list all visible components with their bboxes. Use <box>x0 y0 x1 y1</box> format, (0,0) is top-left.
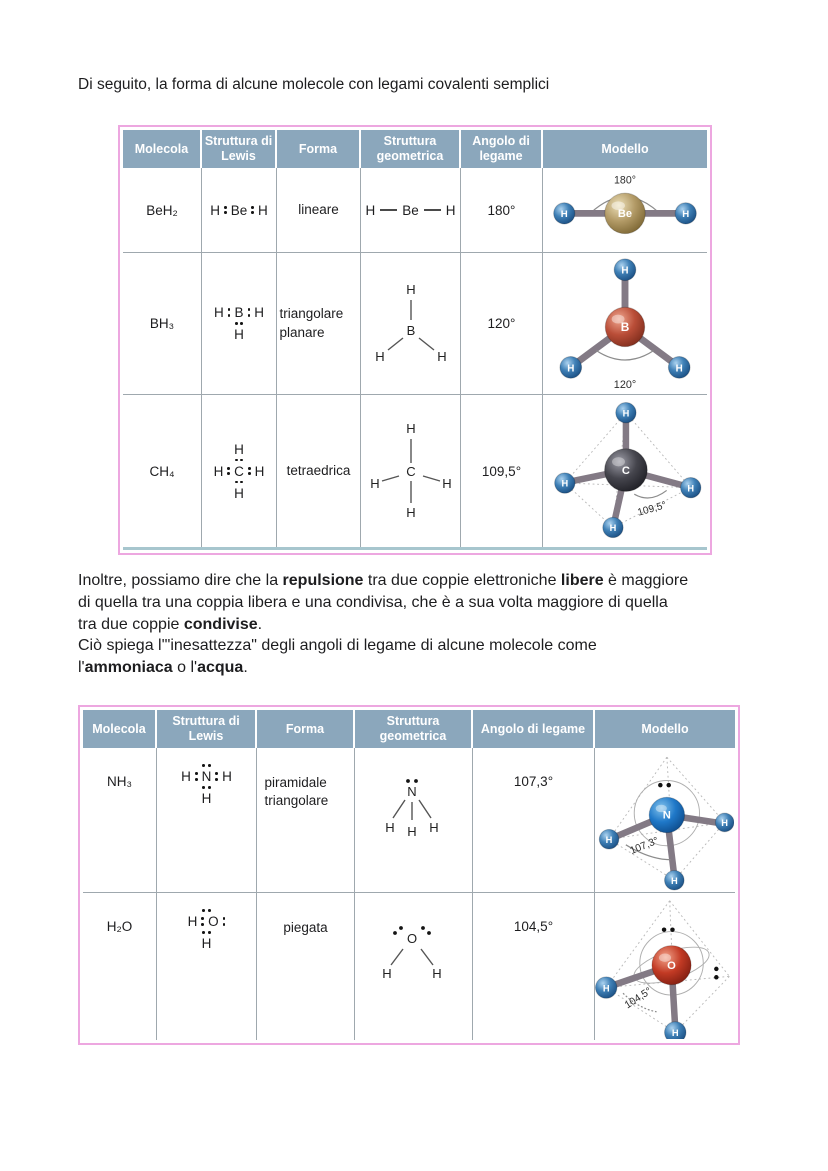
bent-structure-diagram <box>366 919 461 991</box>
intro-text: Di seguito, la forma di alcune molecole con legami covalenti semplici <box>78 76 550 93</box>
svg-text:H: H <box>382 966 392 981</box>
svg-text:H: H <box>682 208 690 220</box>
geometry-ch4 <box>361 395 461 547</box>
svg-text:H: H <box>561 478 569 489</box>
svg-text:H: H <box>567 362 575 374</box>
lewis-diagram: H B H H <box>213 305 265 342</box>
formula-h2o: H₂O <box>83 893 157 1040</box>
svg-text:H: H <box>721 817 729 828</box>
col-header-geometrica: Struttura geometrica <box>355 710 473 748</box>
formula-ch4: CH₄ <box>123 395 202 547</box>
formula-nh3: NH₃ <box>83 748 157 893</box>
geometry-nh3 <box>355 748 473 893</box>
col-header-forma: Forma <box>257 710 355 748</box>
nh3-model <box>596 751 734 892</box>
body-text <box>78 570 690 679</box>
angle-ch4: 109,5° <box>461 395 543 547</box>
col-header-molecola: Molecola <box>83 710 157 748</box>
svg-text:N: N <box>407 784 417 799</box>
svg-text:H: H <box>675 362 683 374</box>
col-header-lewis: Struttura di Lewis <box>202 130 277 168</box>
paragraph-repulsione: Inoltre, possiamo dire che la repulsione tra due coppie elettroniche libere è maggiore di quella tra una coppia libera e una condivisa, che è a sua volta maggiore di quella tra due coppie condivise. <box>78 572 689 633</box>
angle-beh2: 180° <box>461 168 543 253</box>
model-ch4 <box>543 395 707 547</box>
lewis-h2o <box>157 893 257 1040</box>
svg-text:C: C <box>406 464 416 479</box>
model-bh3 <box>543 253 707 395</box>
svg-text:Be: Be <box>617 207 633 220</box>
lewis-diagram: H O H <box>188 907 226 951</box>
svg-text:H: H <box>374 348 385 364</box>
svg-text:H: H <box>436 348 447 364</box>
paragraph-inesattezza: Ciò spiega l'"inesattezza" degli angoli di legame di alcune molecole come l'ammoniaca o l'acqua. <box>78 637 597 677</box>
tetrahedral-structure-diagram <box>363 419 458 523</box>
linear-structure-diagram: H Be H <box>365 202 456 218</box>
model-nh3 <box>595 748 735 893</box>
beh2-model <box>545 168 705 253</box>
svg-text:H: H <box>609 523 617 534</box>
formula-beh2: BeH₂ <box>123 168 202 253</box>
svg-text:H: H <box>406 421 416 436</box>
model-beh2 <box>543 168 707 253</box>
h2o-model <box>595 896 735 1039</box>
col-header-molecola: Molecola <box>123 130 202 168</box>
col-header-angolo: Angolo di legame <box>461 130 543 168</box>
col-header-modello: Modello <box>543 130 707 168</box>
svg-text:H: H <box>622 408 630 419</box>
lewis-diagram: H H C H H <box>213 441 265 501</box>
svg-text:120°: 120° <box>613 378 637 391</box>
svg-text:H: H <box>621 265 629 277</box>
bh3-model <box>552 254 698 394</box>
lewis-bh3 <box>202 253 277 395</box>
angle-h2o: 104,5° <box>473 893 595 1040</box>
col-header-modello: Modello <box>595 710 735 748</box>
svg-text:H: H <box>560 208 568 220</box>
col-header-angolo: Angolo di legame <box>473 710 595 748</box>
electron-pair <box>251 206 254 214</box>
svg-text:H: H <box>432 966 442 981</box>
svg-text:B: B <box>620 319 630 334</box>
col-header-geometrica: Struttura geometrica <box>361 130 461 168</box>
pyramidal-structure-diagram <box>366 774 461 854</box>
forma-ch4: tetraedrica <box>277 395 361 547</box>
svg-text:H: H <box>687 483 695 494</box>
simple-covalent-molecules-table <box>118 125 712 555</box>
svg-text:O: O <box>667 959 676 972</box>
geometry-bh3 <box>361 253 461 395</box>
svg-text:107,3°: 107,3° <box>628 835 661 857</box>
svg-text:104,5°: 104,5° <box>622 985 654 1012</box>
svg-text:H: H <box>429 820 439 835</box>
svg-text:O: O <box>406 931 418 946</box>
lewis-beh2 <box>202 168 277 253</box>
svg-text:H: H <box>407 824 417 839</box>
trigonal-structure-diagram <box>366 280 456 368</box>
svg-text:H: H <box>602 983 610 994</box>
col-header-lewis: Struttura di Lewis <box>157 710 257 748</box>
svg-text:N: N <box>662 809 671 822</box>
forma-h2o: piegata <box>257 893 355 1040</box>
angle-bh3: 120° <box>461 253 543 395</box>
lewis-ch4 <box>202 395 277 547</box>
svg-text:B: B <box>406 322 415 338</box>
lewis-diagram: H Be H <box>210 202 268 218</box>
svg-text:H: H <box>405 281 416 297</box>
model-h2o <box>595 893 735 1040</box>
svg-text:180°: 180° <box>614 174 636 187</box>
svg-text:C: C <box>621 464 630 477</box>
electron-pair <box>224 206 227 214</box>
svg-text:H: H <box>605 834 613 845</box>
svg-text:H: H <box>370 476 380 491</box>
geometry-h2o <box>355 893 473 1040</box>
col-header-forma: Forma <box>277 130 361 168</box>
formula-bh3: BH₃ <box>123 253 202 395</box>
svg-text:H: H <box>385 820 395 835</box>
lewis-nh3 <box>157 748 257 893</box>
geometry-beh2 <box>361 168 461 253</box>
lone-pair-molecules-table <box>78 705 740 1045</box>
svg-text:109,5°: 109,5° <box>636 499 668 519</box>
svg-text:H: H <box>670 875 678 886</box>
svg-text:H: H <box>406 505 416 520</box>
lewis-diagram: H N H H <box>181 762 232 806</box>
ch4-model <box>546 396 704 546</box>
forma-bh3: triangolare planare <box>277 253 361 395</box>
svg-text:H: H <box>671 1028 679 1039</box>
forma-beh2: lineare <box>277 168 361 253</box>
svg-text:H: H <box>442 476 452 491</box>
forma-nh3: piramidale triangolare <box>257 748 355 893</box>
angle-nh3: 107,3° <box>473 748 595 893</box>
